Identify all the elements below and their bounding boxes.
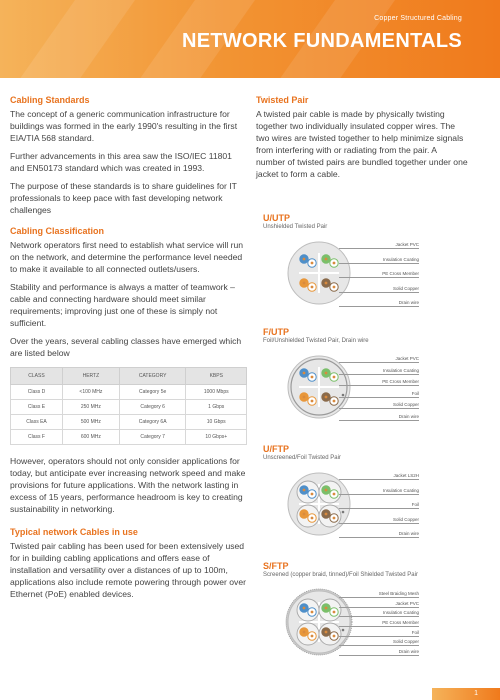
paragraph: Network operators first need to establish what service will run on the network, and determine the performance level needed to make it available to all connected outlets/users. bbox=[10, 240, 244, 274]
callout-label: Jacket PVC bbox=[395, 242, 419, 247]
copper-core bbox=[333, 400, 336, 403]
table-cell: Class F bbox=[11, 430, 63, 445]
table-cell: Category 5e bbox=[119, 385, 186, 400]
callout-line bbox=[339, 494, 419, 495]
copper-core bbox=[303, 282, 306, 285]
copper-core bbox=[333, 286, 336, 289]
cable-title: F/UTP bbox=[263, 327, 289, 337]
callout-label: Solid Copper bbox=[392, 402, 419, 408]
section-heading-cabling-classification: Cabling Classification bbox=[10, 226, 105, 236]
callout-label: Jacket PVC bbox=[395, 356, 419, 361]
copper-core bbox=[325, 396, 328, 399]
callout-line bbox=[339, 263, 419, 264]
callout-label: PE Cross Member bbox=[382, 271, 419, 276]
footer-bar bbox=[432, 688, 500, 700]
right-column bbox=[256, 95, 468, 186]
callout-line bbox=[339, 374, 419, 375]
table-row bbox=[11, 415, 247, 430]
column-header: KBPS bbox=[186, 368, 247, 385]
copper-core bbox=[311, 286, 314, 289]
table-cell: 250 MHz bbox=[62, 400, 119, 415]
copper-core bbox=[325, 489, 328, 492]
banner-stripe bbox=[0, 0, 149, 78]
cable-subtitle: Unscreened/Foil Twisted Pair bbox=[263, 455, 341, 461]
cable-uftp bbox=[263, 444, 341, 461]
callout-line bbox=[339, 408, 419, 409]
column-header: CATEGORY bbox=[119, 368, 186, 385]
copper-core bbox=[325, 282, 328, 285]
header-subtitle: Copper Structured Cabling bbox=[374, 15, 462, 22]
copper-core bbox=[325, 631, 328, 634]
copper-core bbox=[303, 258, 306, 261]
callout-line bbox=[339, 616, 419, 617]
section-heading-typical-cables: Typical network Cables in use bbox=[10, 527, 138, 537]
copper-core bbox=[325, 372, 328, 375]
table-header-row bbox=[11, 368, 247, 385]
callout-line bbox=[339, 385, 419, 386]
callout-label: Jacket PVC bbox=[395, 600, 419, 606]
callout-label: Foil bbox=[411, 629, 419, 635]
callout-line bbox=[339, 607, 419, 608]
table-cell: 10 Gbps+ bbox=[186, 430, 247, 445]
copper-core bbox=[325, 258, 328, 261]
table-cell: Category 6A bbox=[119, 415, 186, 430]
section-heading-twisted-pair: Twisted Pair bbox=[256, 95, 309, 105]
cable-diagram-uftp bbox=[283, 469, 423, 539]
copper-core bbox=[333, 493, 336, 496]
cable-subtitle: Screened (copper braid, tinned)/Foil Shielded Twisted Pair bbox=[263, 572, 418, 578]
copper-core bbox=[325, 607, 328, 610]
copper-core bbox=[325, 513, 328, 516]
callout-label: PE Cross Member bbox=[382, 620, 419, 625]
copper-core bbox=[333, 376, 336, 379]
callout-label: Foil bbox=[411, 502, 419, 507]
table-cell: 10 Gbps bbox=[186, 415, 247, 430]
table-row bbox=[11, 400, 247, 415]
table-cell: Class E bbox=[11, 400, 63, 415]
callout-line bbox=[339, 306, 419, 307]
copper-core bbox=[311, 517, 314, 520]
callout-line bbox=[339, 645, 419, 646]
callout-label: Solid Copper bbox=[392, 516, 419, 522]
callout-label: Insulation Coating bbox=[382, 367, 419, 373]
section-heading-cabling-standards: Cabling Standards bbox=[10, 95, 90, 105]
cabling-classes-table bbox=[10, 367, 247, 445]
cable-subtitle: Unshielded Twisted Pair bbox=[263, 224, 328, 230]
callout-line bbox=[339, 292, 419, 293]
cable-title: U/UTP bbox=[263, 213, 290, 223]
drain-wire bbox=[342, 629, 345, 632]
callout-label: Drain wire bbox=[398, 649, 419, 654]
callout-label: PE Cross Member bbox=[382, 379, 419, 385]
cable-subtitle: Foil/Unshielded Twisted Pair, Drain wire bbox=[263, 338, 369, 344]
drain-wire bbox=[342, 511, 345, 514]
callout-label: Solid Copper bbox=[392, 285, 419, 291]
paragraph: The purpose of these standards is to share guidelines for IT professionals to keep pace with fast developing network challenges bbox=[10, 181, 237, 215]
callout-label: Drain wire bbox=[398, 300, 419, 305]
left-column bbox=[10, 95, 247, 606]
copper-core bbox=[333, 611, 336, 614]
paragraph: The concept of a generic communication infrastructure for buildings was formed in the early 1990's resulting in the first EIA/TIA 568 standard. bbox=[10, 109, 238, 143]
table-cell: Category 6 bbox=[119, 400, 186, 415]
callout-label: Solid Copper bbox=[392, 639, 419, 645]
page-title: NETWORK FUNDAMENTALS bbox=[181, 30, 462, 52]
callout-label: Drain wire bbox=[398, 531, 419, 536]
column-header: HERTZ bbox=[62, 368, 119, 385]
copper-core bbox=[303, 513, 306, 516]
callout-label: Jacket LS2H bbox=[393, 473, 419, 478]
table-cell: Category 7 bbox=[119, 430, 186, 445]
paragraph: A twisted pair cable is made by physically twisting together two individually insulated copper wires. The two wires are twisted together to help minimize signals from interfering with or radiating from the pair. A number of twisted pairs are bundled together under one jacket to form a cable. bbox=[256, 109, 468, 179]
page-number: 1 bbox=[474, 690, 478, 697]
table-cell: 600 MHz bbox=[62, 430, 119, 445]
paragraph: However, operators should not only consider applications for today, but anticipate ever increasing network speed and make provisions for future applications. With the network lasting in excess of 15 years, performance headroom is key to creating sustainability in networking. bbox=[10, 456, 246, 514]
copper-core bbox=[303, 372, 306, 375]
copper-core bbox=[311, 611, 314, 614]
copper-core bbox=[333, 635, 336, 638]
header-banner bbox=[0, 0, 500, 78]
callout-line bbox=[339, 636, 419, 637]
table-cell: 1 Gbps bbox=[186, 400, 247, 415]
paragraph: Further advancements in this area saw the ISO/IEC 11801 and EN50173 standard which was created in 1993. bbox=[10, 151, 232, 173]
callout-line bbox=[339, 397, 419, 398]
callout-line bbox=[339, 479, 419, 480]
cable-title: U/FTP bbox=[263, 444, 289, 454]
copper-core bbox=[333, 262, 336, 265]
table-cell: Class EA bbox=[11, 415, 63, 430]
table-cell: <100 MHz bbox=[62, 385, 119, 400]
table-cell: 500 MHz bbox=[62, 415, 119, 430]
callout-line bbox=[339, 597, 419, 598]
copper-core bbox=[311, 262, 314, 265]
paragraph: Over the years, several cabling classes have emerged which are listed below bbox=[10, 336, 242, 358]
table-row bbox=[11, 430, 247, 445]
callout-line bbox=[339, 537, 419, 538]
cable-diagram-futp bbox=[283, 352, 423, 422]
paragraph: Stability and performance is always a matter of teamwork – cable and connecting hardware should meet similar requirements; improving just one of these is simply not sufficient. bbox=[10, 282, 235, 328]
copper-core bbox=[311, 493, 314, 496]
cable-uutp bbox=[263, 213, 327, 230]
callout-line bbox=[339, 248, 419, 249]
callout-line bbox=[339, 362, 419, 363]
callout-line bbox=[339, 420, 419, 421]
copper-core bbox=[311, 400, 314, 403]
copper-core bbox=[303, 607, 306, 610]
copper-core bbox=[311, 635, 314, 638]
table-cell: 1000 Mbps bbox=[186, 385, 247, 400]
callout-line bbox=[339, 626, 419, 627]
column-header: CLASS bbox=[11, 368, 63, 385]
copper-core bbox=[311, 376, 314, 379]
copper-core bbox=[333, 517, 336, 520]
cable-futp bbox=[263, 327, 369, 344]
copper-core bbox=[303, 396, 306, 399]
copper-core bbox=[303, 489, 306, 492]
paragraph: Twisted pair cabling has been used for been extensively used for in building cabling applications and offers ease of installation and versatility over a distances of up to 100m, applications also include remote powering through power over Ethernet (PoE) enabled devices. bbox=[10, 541, 246, 599]
callout-line bbox=[339, 277, 419, 278]
cable-diagram-uutp bbox=[283, 238, 423, 308]
cable-sftp bbox=[263, 561, 418, 578]
table-cell: Class D bbox=[11, 385, 63, 400]
cable-diagram-sftp bbox=[283, 587, 423, 657]
callout-label: Drain wire bbox=[398, 414, 419, 419]
callout-label: Steel Braiding Mesh bbox=[378, 591, 419, 596]
cable-title: S/FTP bbox=[263, 561, 289, 571]
callout-line bbox=[339, 523, 419, 524]
callout-line bbox=[339, 508, 419, 509]
callout-line bbox=[339, 655, 419, 656]
callout-label: Insulation Coating bbox=[382, 256, 419, 262]
table-row bbox=[11, 385, 247, 400]
callout-label: Insulation Coating bbox=[382, 610, 419, 616]
copper-core bbox=[303, 631, 306, 634]
callout-label: Insulation Coating bbox=[382, 487, 419, 493]
callout-label: Foil bbox=[411, 390, 419, 396]
